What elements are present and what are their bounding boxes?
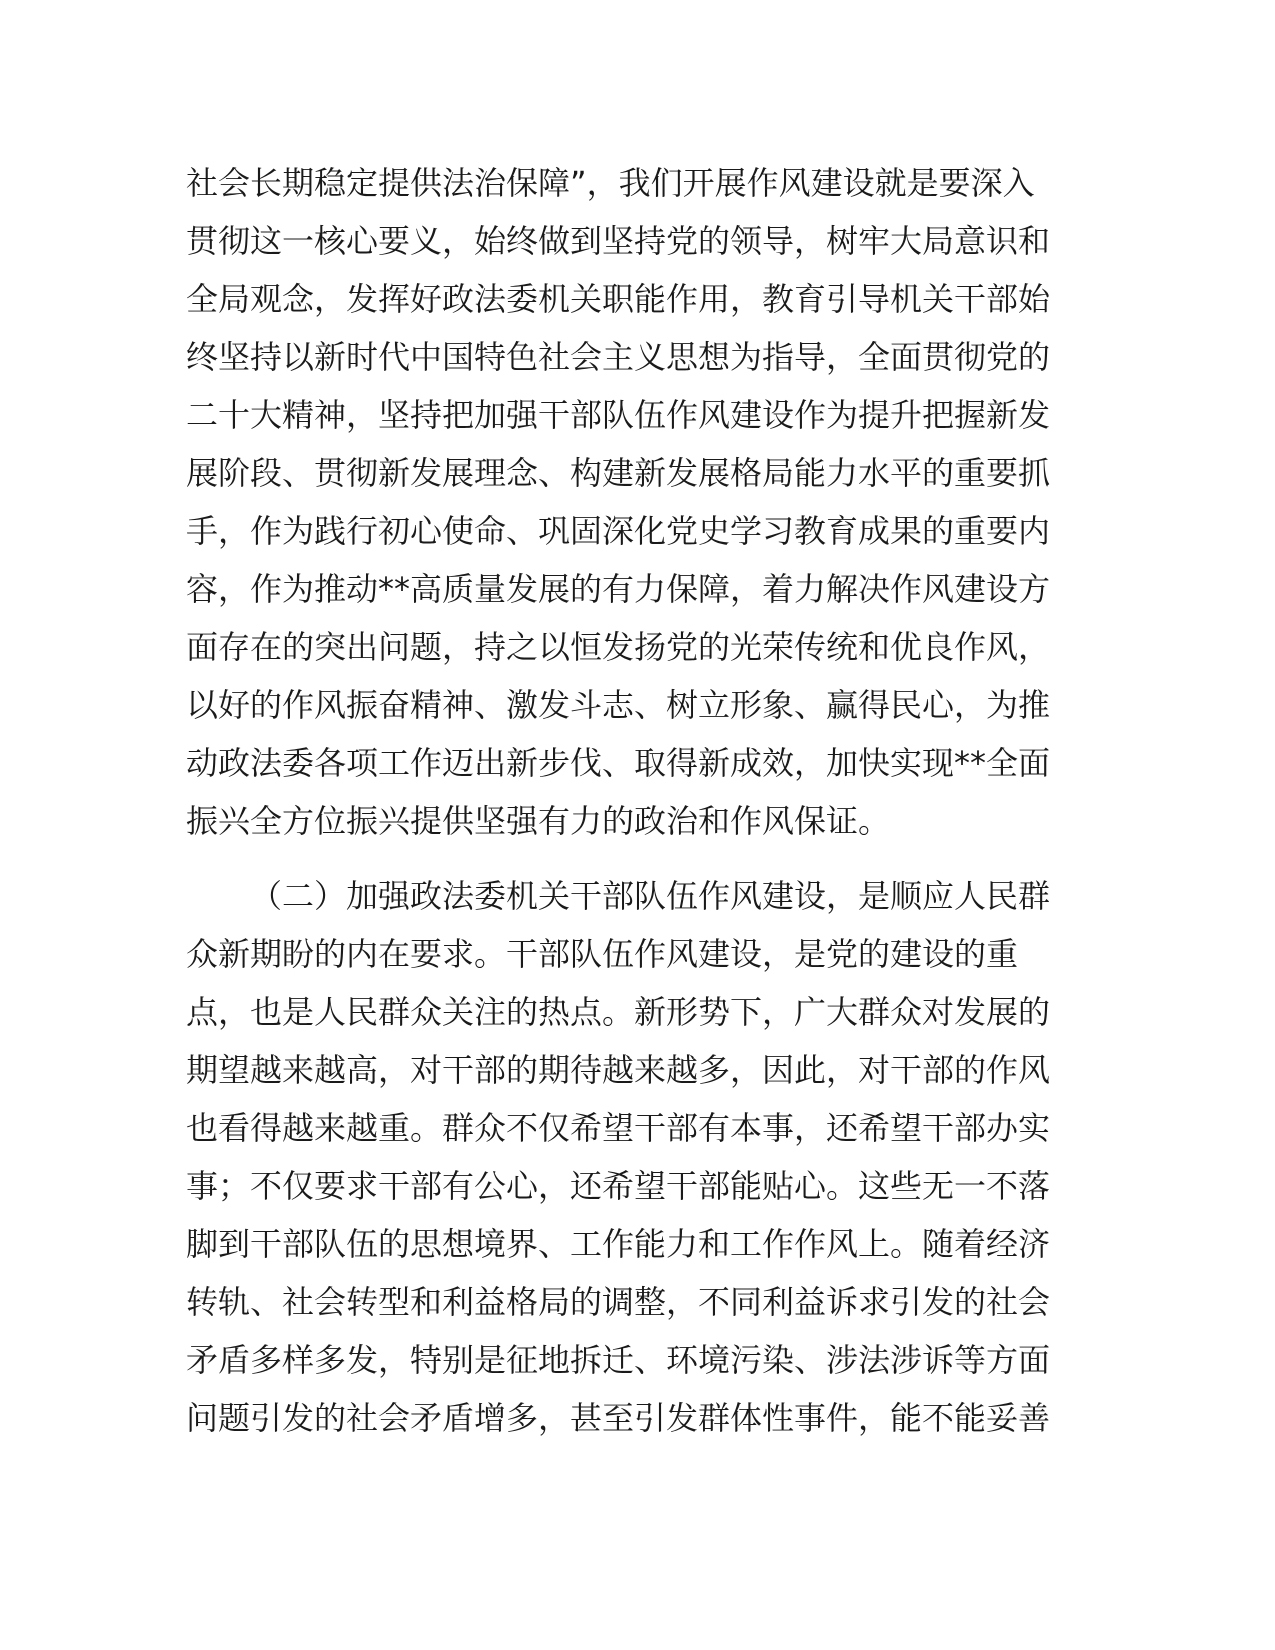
paragraph-2 bbox=[186, 867, 1086, 1447]
paragraph-1 bbox=[186, 154, 1086, 850]
paragraph-line: 动政法委各项工作迈出新步伐、取得新成效，加快实现**全面 bbox=[186, 744, 1051, 782]
paragraph-line: 期望越来越高，对干部的期待越来越多，因此，对干部的作风 bbox=[186, 1051, 1051, 1089]
paragraph-line: 面存在的突出问题，持之以恒发扬党的光荣传统和优良作风， bbox=[186, 628, 1051, 666]
paragraph-line: 事；不仅要求干部有公心，还希望干部能贴心。这些无一不落 bbox=[186, 1167, 1051, 1205]
paragraph-line: 以好的作风振奋精神、激发斗志、树立形象、赢得民心，为推 bbox=[186, 686, 1051, 724]
paragraph-line: 手，作为践行初心使命、巩固深化党史学习教育成果的重要内 bbox=[186, 512, 1051, 550]
paragraph-line: 也看得越来越重。群众不仅希望干部有本事，还希望干部办实 bbox=[186, 1109, 1051, 1147]
paragraph-line: 展阶段、贯彻新发展理念、构建新发展格局能力水平的重要抓 bbox=[186, 454, 1051, 492]
paragraph-line: 终坚持以新时代中国特色社会主义思想为指导，全面贯彻党的 bbox=[186, 338, 1051, 376]
paragraph-first-line: （二）加强政法委机关干部队伍作风建设，是顺应人民群 bbox=[250, 877, 1051, 915]
paragraph-line: 全局观念，发挥好政法委机关职能作用，教育引导机关干部始 bbox=[186, 280, 1051, 318]
paragraph-line: 振兴全方位振兴提供坚强有力的政治和作风保证。 bbox=[186, 802, 891, 840]
paragraph-line: 容，作为推动**高质量发展的有力保障，着力解决作风建设方 bbox=[186, 570, 1051, 608]
paragraph-line: 点，也是人民群众关注的热点。新形势下，广大群众对发展的 bbox=[186, 993, 1051, 1031]
paragraph-line: 贯彻这一核心要义，始终做到坚持党的领导，树牢大局意识和 bbox=[186, 222, 1051, 260]
paragraph-line: 问题引发的社会矛盾增多，甚至引发群体性事件，能不能妥善 bbox=[186, 1399, 1051, 1437]
paragraph-line: 众新期盼的内在要求。干部队伍作风建设，是党的建设的重 bbox=[186, 935, 1019, 973]
paragraph-line: 二十大精神，坚持把加强干部队伍作风建设作为提升把握新发 bbox=[186, 396, 1051, 434]
paragraph-line: 转轨、社会转型和利益格局的调整，不同利益诉求引发的社会 bbox=[186, 1283, 1051, 1321]
paragraph-line: 脚到干部队伍的思想境界、工作能力和工作作风上。随着经济 bbox=[186, 1225, 1051, 1263]
paragraph-line: 社会长期稳定提供法治保障”，我们开展作风建设就是要深入 bbox=[186, 164, 1035, 202]
paragraph-line: 矛盾多样多发，特别是征地拆迁、环境污染、涉法涉诉等方面 bbox=[186, 1341, 1051, 1379]
